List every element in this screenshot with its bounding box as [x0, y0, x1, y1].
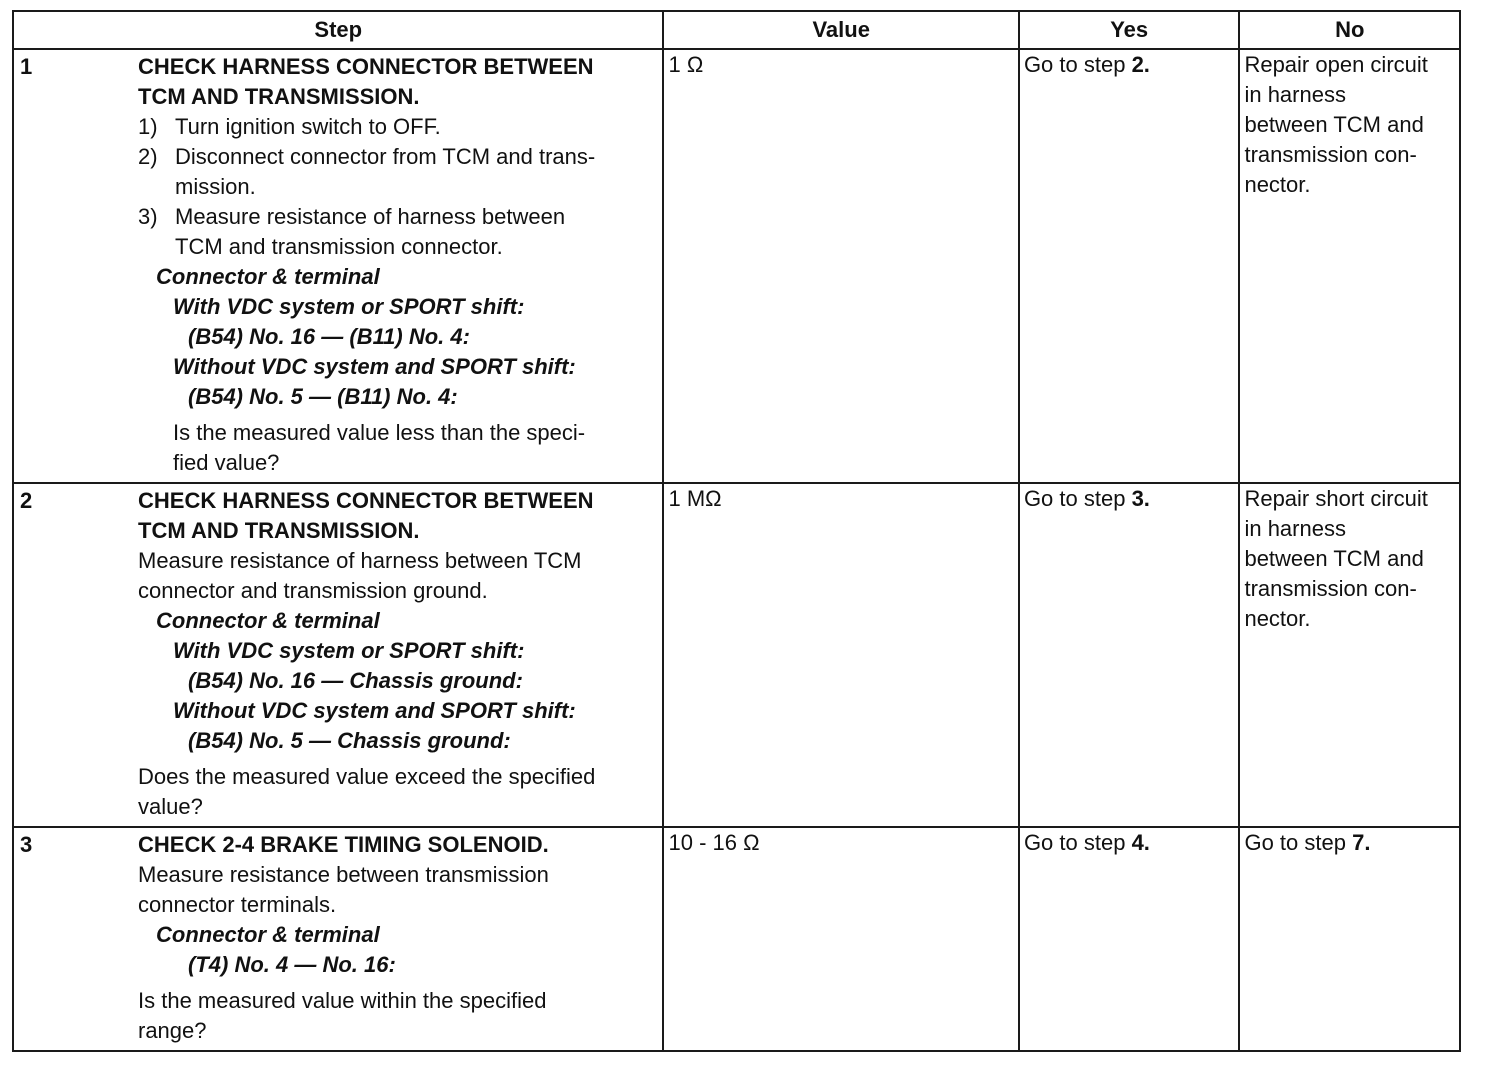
question-text: [138, 418, 656, 478]
no-line: transmission con-: [1244, 142, 1417, 167]
step-text: connector and transmission ground.: [138, 578, 488, 603]
no-line: between TCM and: [1244, 546, 1424, 571]
connector-terminal-label: Connector & terminal: [156, 264, 380, 289]
item-text: TCM and transmission connector.: [175, 234, 503, 259]
terminal-spec: (B54) No. 16 — (B11) No. 4:: [188, 324, 470, 349]
item-text: mission.: [175, 174, 256, 199]
yes-step-number: 2.: [1131, 52, 1150, 77]
table-row: [13, 483, 1460, 827]
question-line: Does the measured value exceed the specified: [138, 764, 596, 789]
no-cell: [1239, 827, 1460, 1051]
diagnostic-table: [12, 10, 1461, 1052]
header-no: No: [1239, 11, 1460, 49]
connector-terminal-label: Connector & terminal: [156, 922, 380, 947]
item-text: Measure resistance of harness between: [175, 204, 566, 229]
yes-text: Go to step: [1023, 486, 1132, 511]
yes-cell: [1019, 49, 1240, 483]
table-row: [13, 49, 1460, 483]
no-cell: [1239, 49, 1460, 483]
no-line: Repair short circuit: [1244, 486, 1428, 511]
step-text: Measure resistance of harness between TCM: [138, 548, 582, 573]
step-cell: [13, 827, 663, 1051]
yes-text: Go to step: [1023, 830, 1132, 855]
no-step-number: 7.: [1352, 830, 1371, 855]
no-line: nector.: [1244, 606, 1311, 631]
step-title: CHECK HARNESS CONNECTOR BETWEEN: [138, 54, 594, 79]
yes-step-number: 4.: [1131, 830, 1150, 855]
instruction-item: [138, 112, 656, 142]
step-title: TCM AND TRANSMISSION.: [138, 84, 420, 109]
instruction-item: [138, 202, 656, 262]
no-line: between TCM and: [1244, 112, 1424, 137]
question-text: [138, 986, 656, 1046]
terminal-spec: (B54) No. 5 — (B11) No. 4:: [188, 384, 458, 409]
header-value: Value: [663, 11, 1018, 49]
item-number: 2): [138, 144, 158, 169]
step-text: Measure resistance between transmission: [138, 862, 549, 887]
question-line: range?: [138, 1018, 207, 1043]
question-line: fied value?: [173, 450, 280, 475]
step-number: 2: [20, 488, 33, 513]
instruction-item: [138, 142, 656, 202]
item-number: 1): [138, 114, 158, 139]
step-title: TCM AND TRANSMISSION.: [138, 518, 420, 543]
step-text: connector terminals.: [138, 892, 337, 917]
yes-cell: [1019, 483, 1240, 827]
question-text: [138, 762, 656, 822]
no-cell: [1239, 483, 1460, 827]
no-line: nector.: [1244, 172, 1311, 197]
connector-terminal-label: Connector & terminal: [156, 608, 380, 633]
no-line: Repair open circuit: [1244, 52, 1428, 77]
terminal-spec: (T4) No. 4 — No. 16:: [188, 952, 396, 977]
step-cell: [13, 49, 663, 483]
question-line: value?: [138, 794, 203, 819]
header-row: [13, 11, 1460, 49]
step-number: 1: [20, 54, 33, 79]
question-line: Is the measured value less than the speci-: [173, 420, 586, 445]
no-line: in harness: [1244, 516, 1346, 541]
header-step: Step: [13, 11, 663, 49]
condition-label: With VDC system or SPORT shift:: [173, 638, 525, 663]
step-number: 3: [20, 832, 33, 857]
condition-label: With VDC system or SPORT shift:: [173, 294, 525, 319]
step-cell: [13, 483, 663, 827]
condition-label: Without VDC system and SPORT shift:: [173, 698, 576, 723]
no-line: transmission con-: [1244, 576, 1417, 601]
question-line: Is the measured value within the specified: [138, 988, 547, 1013]
no-text: Go to step: [1244, 830, 1353, 855]
no-line: in harness: [1244, 82, 1346, 107]
header-yes: Yes: [1019, 11, 1240, 49]
yes-step-number: 3.: [1131, 486, 1150, 511]
yes-text: Go to step: [1023, 52, 1132, 77]
terminal-spec: (B54) No. 16 — Chassis ground:: [188, 668, 523, 693]
item-number: 3): [138, 204, 158, 229]
table-row: [13, 827, 1460, 1051]
value-cell: 10 - 16 Ω: [663, 827, 1018, 1051]
value-cell: 1 MΩ: [663, 483, 1018, 827]
terminal-spec: (B54) No. 5 — Chassis ground:: [188, 728, 511, 753]
value-cell: 1 Ω: [663, 49, 1018, 483]
item-text: Turn ignition switch to OFF.: [175, 114, 441, 139]
step-title: CHECK HARNESS CONNECTOR BETWEEN: [138, 488, 594, 513]
item-text: Disconnect connector from TCM and trans-: [175, 144, 596, 169]
yes-cell: [1019, 827, 1240, 1051]
condition-label: Without VDC system and SPORT shift:: [173, 354, 576, 379]
step-title: CHECK 2-4 BRAKE TIMING SOLENOID.: [138, 832, 549, 857]
